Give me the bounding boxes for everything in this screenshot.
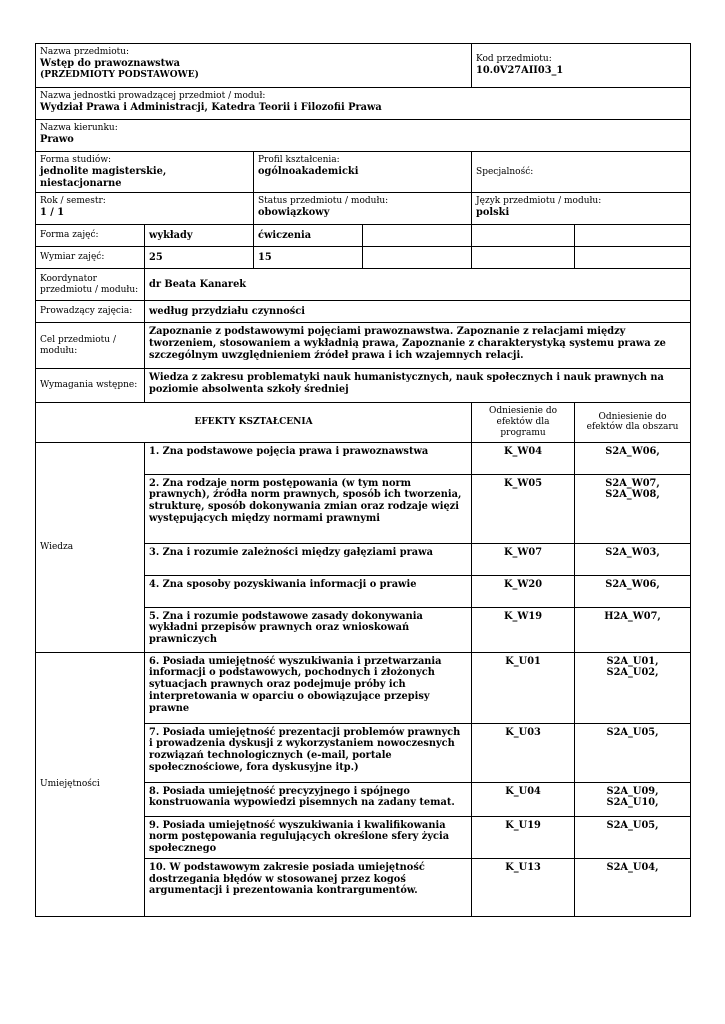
hours-empty-2 [472, 247, 575, 269]
class-form-empty-3 [575, 225, 691, 247]
effect-program: K_W20 [472, 575, 575, 607]
status-cell [254, 193, 472, 225]
row-coordinator [36, 269, 691, 301]
direction-value: Prawo [40, 133, 74, 145]
effect-program: K_U19 [472, 816, 575, 858]
effect-program: K_W07 [472, 543, 575, 575]
effect-text: 7. Posiada umiejętność prezentacji problemów prawnych i prowadzenia dyskusji z wykorzystaniem nowoczesnych rozwiązań technologicznych (e-mail, portale społecznościowe, fora dyskusyjne itp.) [145, 723, 472, 782]
table-row [36, 652, 691, 723]
effect-text: 8. Posiada umiejętność precyzyjnego i spójnego konstruowania wypowiedzi pisemnych na zadany temat. [145, 782, 472, 816]
profile-cell [254, 152, 472, 193]
class-form-empty-1 [363, 225, 472, 247]
class-form-lecture: wykłady [145, 225, 254, 247]
effects-program-header: Odniesienie do efektów dla programu [472, 403, 575, 442]
effect-area: S2A_W07, S2A_W08, [575, 474, 691, 543]
effect-program: K_U01 [472, 652, 575, 723]
row-direction [36, 120, 691, 152]
profile-label: Profil kształcenia: [258, 155, 340, 165]
effect-text: 3. Zna i rozumie zależności między gałęziami prawa [145, 543, 472, 575]
class-form-label: Forma zajęć: [36, 225, 145, 247]
effect-area: S2A_W06, [575, 575, 691, 607]
row-unit [36, 88, 691, 120]
skills-group-label: Umiejętności [36, 652, 145, 916]
status-value: obowiązkowy [258, 207, 330, 219]
status-label: Status przedmiotu / modułu: [258, 196, 389, 207]
goal-value: Zapoznanie z podstawowymi pojęciami prawoznawstwa. Zapoznanie z relacjami między tworzeniem, stosowaniem a wykładnią prawa, Zapoznanie z charakterystyką systemu prawa ze szczególnym uwzględnieniem źródeł prawa i ich wzajemnych relacji. [145, 323, 691, 369]
unit-cell [36, 88, 691, 120]
effect-area: S2A_U09, S2A_U10, [575, 782, 691, 816]
table-row [36, 442, 691, 474]
row-year [36, 193, 691, 225]
spec-label: Specjalność: [476, 167, 534, 178]
row-requirements [36, 369, 691, 403]
effect-text: 6. Posiada umiejętność wyszukiwania i przetwarzania informacji o podstawowych, pochodnych i złożonych sytuacjach prawnych oraz podejmuje próby ich interpretowania w oparciu o obowiązujące przepisy prawne [145, 652, 472, 723]
class-form-empty-2 [472, 225, 575, 247]
spec-cell [472, 152, 691, 193]
effect-program: K_W05 [472, 474, 575, 543]
row-subject [36, 44, 691, 88]
hours-exercises: 15 [254, 247, 363, 269]
hours-empty-3 [575, 247, 691, 269]
form-label: Forma studiów: [40, 155, 112, 165]
teachers-label: Prowadzący zajęcia: [36, 301, 145, 323]
direction-cell [36, 120, 691, 152]
effect-program: K_U04 [472, 782, 575, 816]
subject-cell [36, 44, 472, 88]
profile-value: ogólnoakademicki [258, 165, 359, 177]
effect-area: S2A_U04, [575, 858, 691, 916]
code-label: Kod przedmiotu: [476, 54, 552, 65]
teachers-value: według przydziału czynności [145, 301, 691, 323]
lang-cell [472, 193, 691, 225]
row-teachers [36, 301, 691, 323]
hours-lecture: 25 [145, 247, 254, 269]
code-cell [472, 44, 691, 88]
year-label: Rok / semestr: [40, 196, 106, 207]
subject-name: Wstęp do prawoznawstwa [40, 57, 180, 69]
effect-program: K_W19 [472, 607, 575, 652]
req-value: Wiedza z zakresu problematyki nauk humanistycznych, nauk społecznych i nauk prawnych na poziomie absolwenta szkoły średniej [145, 369, 691, 403]
effect-area: S2A_U05, [575, 816, 691, 858]
class-form-exercises: ćwiczenia [254, 225, 363, 247]
row-class-form [36, 225, 691, 247]
hours-label: Wymiar zajęć: [36, 247, 145, 269]
subject-group: (PRZEDMIOTY PODSTAWOWE) [40, 69, 199, 80]
req-label: Wymagania wstępne: [36, 369, 145, 403]
unit-value: Wydział Prawa i Administracji, Katedra Teorii i Filozofii Prawa [40, 101, 382, 113]
effect-area: S2A_W03, [575, 543, 691, 575]
code-value: 10.0V27AII03_1 [476, 65, 564, 77]
goal-label: Cel przedmiotu / modułu: [36, 323, 145, 369]
subject-label: Nazwa przedmiotu: [40, 47, 130, 57]
knowledge-group-label: Wiedza [36, 442, 145, 652]
course-card-table [35, 43, 691, 917]
effect-text: 10. W podstawowym zakresie posiada umiejętność dostrzegania błędów w stosowanej przez kogoś argumentacji i prezentowania kontrargumentów. [145, 858, 472, 916]
effect-text: 4. Zna sposoby pozyskiwania informacji o prawie [145, 575, 472, 607]
effect-area: S2A_W06, [575, 442, 691, 474]
row-effects-header [36, 403, 691, 442]
form-cell [36, 152, 254, 193]
coordinator-value: dr Beata Kanarek [145, 269, 691, 301]
effect-area: S2A_U05, [575, 723, 691, 782]
lang-label: Język przedmiotu / modułu: [476, 196, 602, 207]
effect-text: 2. Zna rodzaje norm postępowania (w tym norm prawnych), źródła norm prawnych, sposób ich tworzenia, strukturę, sposób dokonywania zmian oraz rodzaje więzi występujących między normami prawnymi [145, 474, 472, 543]
effect-text: 1. Zna podstawowe pojęcia prawa i prawoznawstwa [145, 442, 472, 474]
effects-title: EFEKTY KSZTAŁCENIA [36, 403, 472, 442]
effect-area: H2A_W07, [575, 607, 691, 652]
effect-area: S2A_U01, S2A_U02, [575, 652, 691, 723]
coordinator-label: Koordynator przedmiotu / modułu: [36, 269, 145, 301]
effect-text: 9. Posiada umiejętność wyszukiwania i kwalifikowania norm postępowania regulujących określone sfery życia społecznego [145, 816, 472, 858]
effect-program: K_U03 [472, 723, 575, 782]
effect-program: K_W04 [472, 442, 575, 474]
hours-empty-1 [363, 247, 472, 269]
lang-value: polski [476, 207, 510, 219]
row-form [36, 152, 691, 193]
row-goal [36, 323, 691, 369]
form-value: jednolite magisterskie, niestacjonarne [40, 165, 167, 189]
row-hours [36, 247, 691, 269]
year-cell [36, 193, 254, 225]
effects-area-header: Odniesienie do efektów dla obszaru [575, 403, 691, 442]
direction-label: Nazwa kierunku: [40, 123, 118, 133]
unit-label: Nazwa jednostki prowadzącej przedmiot / moduł: [40, 91, 266, 101]
effect-program: K_U13 [472, 858, 575, 916]
year-value: 1 / 1 [40, 207, 65, 219]
effect-text: 5. Zna i rozumie podstawowe zasady dokonywania wykładni przepisów prawnych oraz wnioskowań prawniczych [145, 607, 472, 652]
